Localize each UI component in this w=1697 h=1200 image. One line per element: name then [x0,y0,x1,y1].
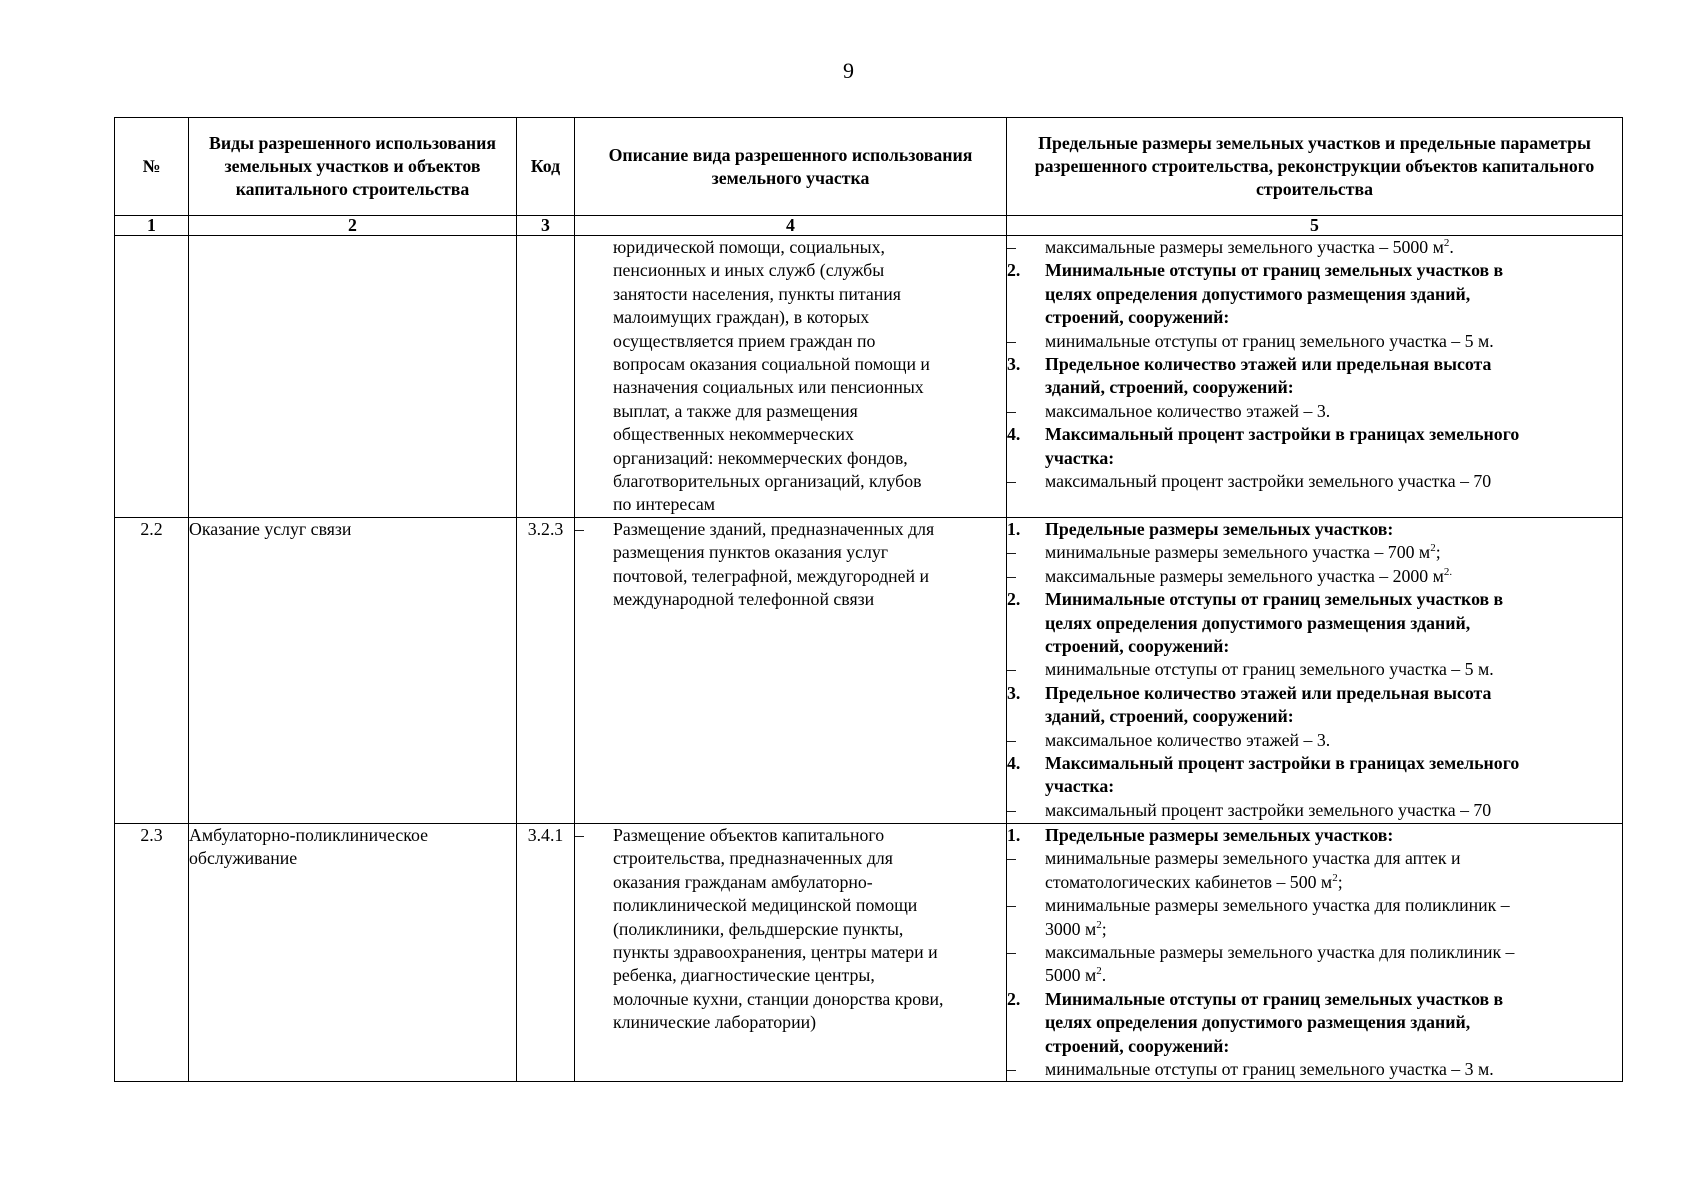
dash-marker: – [1007,542,1016,563]
dash-marker: – [1007,848,1016,869]
parameter-text [1045,376,1622,399]
parameter-line [1007,799,1622,822]
item-number: 2. [1007,260,1021,281]
parameter-text [1045,518,1622,541]
dash-marker [575,847,613,870]
description-line [575,518,1006,541]
description-text: (поликлиники, фельдшерские пункты, [613,918,904,939]
parameter-line [1007,1035,1622,1058]
row-number-cell: 2.2 [115,517,189,823]
parameter-text-content: Предельное количество этажей или предельная высота [1045,354,1492,375]
parameter-line [1007,894,1622,917]
parameter-line [1007,612,1622,635]
column-number: 4 [575,216,1007,236]
row-use-type-cell [189,236,517,518]
column-number: 1 [115,216,189,236]
parameter-text-content: стоматологических кабинетов – 500 м [1045,871,1333,892]
description-line [575,470,1006,493]
superscript: 2 [1443,237,1450,250]
header-use-type: Виды разрешенного использования земельных участков и объектов капитального строительства [189,118,517,216]
dash-marker: – [1007,895,1016,916]
column-number: 5 [1007,216,1623,236]
column-number-row [115,216,1623,236]
dash-marker [575,306,613,329]
dash-marker [575,423,613,446]
parameter-text-content: минимальные размеры земельного участка для аптек и [1045,848,1461,869]
parameter-text-content: зданий, строений, сооружений: [1045,377,1294,398]
dash-marker: – [1007,941,1016,962]
row-number-cell: 2.3 [115,823,189,1081]
header-parameters: Предельные размеры земельных участков и предельные параметры разрешенного строительства, реконструкции объектов капитального строительства [1007,118,1623,216]
dash-marker [575,283,613,306]
dash-marker [575,259,613,282]
description-text: малоимущих граждан), в которых [613,307,870,328]
parameter-text-content: Предельное количество этажей или предельная высота [1045,682,1492,703]
row-description-cell [575,517,1007,823]
parameter-text-content: строений, сооружений: [1045,307,1230,328]
parameter-text-content: максимальные размеры земельного участка – 5000 м [1045,237,1444,257]
parameter-line [1007,635,1622,658]
parameter-text-content: целях определения допустимого размещения зданий, [1045,283,1471,304]
parameter-text [1045,658,1622,681]
dash-marker: – [1007,1058,1016,1079]
dash-marker: – [575,824,584,845]
punctuation: ; [1337,871,1343,892]
dash-marker [575,400,613,423]
dash-marker: – [1007,565,1016,586]
superscript: 2 [1332,871,1338,884]
row-use-type-cell: Оказание услуг связи [189,517,517,823]
parameter-text-content: максимальное количество этажей – 3. [1045,729,1331,750]
parameter-text [1045,259,1622,282]
parameter-text [1045,1011,1622,1034]
parameter-line [1007,470,1622,493]
parameter-text [1045,894,1622,917]
parameter-line [1007,1011,1622,1034]
parameter-line [1007,353,1622,376]
parameter-text-content: минимальные отступы от границ земельного участка – 3 м. [1045,1058,1494,1079]
row-code-cell: 3.4.1 [517,823,575,1081]
description-line [575,259,1006,282]
parameter-text-content: Минимальные отступы от границ земельных участков в [1045,260,1504,281]
parameter-text [1045,470,1622,493]
header-code: Код [517,118,575,216]
description-text: Размещение зданий, предназначенных для [613,518,935,539]
parameter-text-content: строений, сооружений: [1045,635,1230,656]
parameter-text-content: максимальные размеры земельного участка – 2000 м [1045,565,1444,586]
parameter-text [1045,635,1622,658]
punctuation: . [1449,237,1454,257]
dash-marker [575,447,613,470]
parameter-line [1007,376,1622,399]
parameter-text-content: минимальные размеры земельного участка для поликлиник – [1045,895,1510,916]
parameter-text [1045,1058,1622,1081]
column-number: 3 [517,216,575,236]
dash-marker [575,941,613,964]
description-text: ребенка, диагностические центры, [613,965,875,986]
item-number: 3. [1007,682,1021,703]
parameter-text [1045,847,1622,870]
parameter-text-content: минимальные отступы от границ земельного участка – 5 м. [1045,659,1494,680]
parameter-text-content: минимальные размеры земельного участка – 700 м [1045,542,1431,563]
parameter-line [1007,565,1622,588]
parameter-line [1007,775,1622,798]
parameter-line [1007,752,1622,775]
dash-marker: – [575,518,584,539]
header-description: Описание вида разрешенного использования земельного участка [575,118,1007,216]
parameter-text [1045,824,1622,847]
description-text: юридической помощи, социальных, [613,237,885,257]
parameter-text-content: максимальные размеры земельного участка для поликлиник – [1045,941,1515,962]
description-text: оказания гражданам амбулаторно- [613,871,873,892]
dash-marker: – [1007,659,1016,680]
header-number: № [115,118,189,216]
parameter-text-content: Минимальные отступы от границ земельных участков в [1045,988,1504,1009]
row-code-cell [517,236,575,518]
dash-marker [575,330,613,353]
description-text: вопросам оказания социальной помощи и [613,354,930,375]
regulations-table [114,117,1623,1082]
parameter-text-content: участка: [1045,447,1115,468]
description-text: благотворительных организаций, клубов [613,471,922,492]
row-description-cell [575,236,1007,518]
description-text: занятости населения, пункты питания [613,283,901,304]
parameter-line [1007,658,1622,681]
description-text: организаций: некоммерческих фондов, [613,447,908,468]
parameter-text [1045,283,1622,306]
description-text: по интересам [613,494,716,515]
description-text: почтовой, телеграфной, междугородней и [613,565,930,586]
parameter-line [1007,541,1622,564]
item-number: 3. [1007,354,1021,375]
table-row [115,517,1623,823]
description-line [575,236,1006,259]
parameter-text-content: целях определения допустимого размещения зданий, [1045,1012,1471,1033]
description-text: выплат, а также для размещения [613,400,858,421]
parameter-line [1007,729,1622,752]
row-number-cell [115,236,189,518]
parameter-line [1007,871,1622,894]
description-line [575,400,1006,423]
description-line [575,988,1006,1011]
description-line [575,353,1006,376]
item-number: 4. [1007,752,1021,773]
dash-marker [575,918,613,941]
parameter-line [1007,259,1622,282]
parameter-text [1045,918,1622,941]
parameter-text-content: Минимальные отступы от границ земельных участков в [1045,589,1504,610]
table-row [115,823,1623,1081]
parameter-text [1045,988,1622,1011]
description-line [575,423,1006,446]
parameter-text-content: максимальный процент застройки земельного участка – 70 [1045,471,1492,492]
punctuation: ; [1101,918,1107,939]
parameter-line [1007,988,1622,1011]
parameter-line [1007,330,1622,353]
parameter-line [1007,400,1622,423]
table-row [115,236,1623,518]
item-number: 1. [1007,518,1021,539]
parameter-text-content: участка: [1045,776,1115,797]
parameter-line [1007,236,1622,259]
description-line [575,941,1006,964]
parameter-line [1007,518,1622,541]
description-line [575,588,1006,611]
parameter-text [1045,941,1622,964]
description-text: Размещение объектов капитального [613,824,885,845]
parameter-text [1045,565,1622,588]
row-parameters-cell [1007,823,1623,1081]
superscript: 2 [1430,542,1436,555]
dash-marker: – [1007,330,1016,351]
row-code-cell: 3.2.3 [517,517,575,823]
parameter-line [1007,918,1622,941]
parameter-line [1007,824,1622,847]
punctuation: ; [1435,542,1441,563]
parameter-line [1007,847,1622,870]
description-line [575,283,1006,306]
parameter-text-content: 3000 м [1045,918,1097,939]
parameter-text [1045,612,1622,635]
parameter-line [1007,447,1622,470]
parameter-text-content: максимальный процент застройки земельного участка – 70 [1045,799,1492,820]
page-number: 9 [843,58,854,83]
parameter-text [1045,1035,1622,1058]
dash-marker [575,988,613,1011]
parameter-line [1007,283,1622,306]
description-text: назначения социальных или пенсионных [613,377,924,398]
parameter-text-content: зданий, строений, сооружений: [1045,706,1294,727]
dash-marker [575,1011,613,1034]
dash-marker: – [1007,237,1016,257]
parameter-text [1045,330,1622,353]
parameter-text-content: максимальное количество этажей – 3. [1045,400,1331,421]
parameter-text [1045,236,1622,259]
dash-marker [575,470,613,493]
description-line [575,824,1006,847]
dash-marker [575,565,613,588]
dash-marker [575,493,613,516]
parameter-line [1007,1058,1622,1081]
parameter-line [1007,964,1622,987]
description-text: осуществляется прием граждан по [613,330,876,351]
parameter-line [1007,682,1622,705]
parameter-text [1045,400,1622,423]
superscript: 2 [1096,965,1102,978]
parameter-text [1045,423,1622,446]
row-parameters-cell [1007,517,1623,823]
parameter-text-content: 5000 м [1045,965,1097,986]
dash-marker [575,541,613,564]
parameter-text [1045,541,1622,564]
parameter-text [1045,353,1622,376]
description-line [575,541,1006,564]
description-line [575,918,1006,941]
dash-marker: – [1007,729,1016,750]
description-text: поликлинической медицинской помощи [613,895,918,916]
parameter-text [1045,682,1622,705]
parameter-text-content: Предельные размеры земельных участков: [1045,518,1394,539]
row-use-type-cell: Амбулаторно-поликлиническое обслуживание [189,823,517,1081]
description-line [575,306,1006,329]
parameter-text [1045,752,1622,775]
column-number: 2 [189,216,517,236]
dash-marker [575,588,613,611]
description-text: строительства, предназначенных для [613,848,893,869]
description-text: общественных некоммерческих [613,424,854,445]
parameter-line [1007,941,1622,964]
description-line [575,493,1006,516]
parameter-text-content: минимальные отступы от границ земельного участка – 5 м. [1045,330,1494,351]
dash-marker [575,964,613,987]
dash-marker: – [1007,471,1016,492]
description-text: клинические лаборатории) [613,1012,817,1033]
parameter-text-content: строений, сооружений: [1045,1035,1230,1056]
item-number: 4. [1007,424,1021,445]
parameter-text-content: Максимальный процент застройки в границах земельного [1045,752,1520,773]
description-line [575,894,1006,917]
dash-marker: – [1007,400,1016,421]
parameter-text [1045,799,1622,822]
parameter-text [1045,729,1622,752]
parameter-text-content: целях определения допустимого размещения зданий, [1045,612,1471,633]
parameter-text [1045,588,1622,611]
parameter-text [1045,871,1622,894]
header-row [115,118,1623,216]
superscript: 2 [1096,918,1102,931]
parameter-text [1045,306,1622,329]
dash-marker: – [1007,799,1016,820]
description-line [575,871,1006,894]
description-line [575,330,1006,353]
dash-marker [575,894,613,917]
punctuation: . [1101,965,1107,986]
parameter-text-content: Максимальный процент застройки в границах земельного [1045,424,1520,445]
parameter-line [1007,306,1622,329]
dash-marker [575,871,613,894]
description-line [575,376,1006,399]
row-parameters-cell [1007,236,1623,518]
description-text: размещения пунктов оказания услуг [613,542,889,563]
dash-marker [575,353,613,376]
parameter-line [1007,423,1622,446]
item-number: 1. [1007,824,1021,845]
item-number: 2. [1007,988,1021,1009]
dash-marker [575,236,613,259]
parameter-text [1045,964,1622,987]
row-description-cell [575,823,1007,1081]
parameter-line [1007,705,1622,728]
parameter-text [1045,447,1622,470]
description-line [575,847,1006,870]
description-line [575,1011,1006,1034]
parameter-text [1045,775,1622,798]
description-text: пункты здравоохранения, центры матери и [613,941,938,962]
parameter-text-content: Предельные размеры земельных участков: [1045,824,1394,845]
parameter-text [1045,705,1622,728]
dash-marker [575,376,613,399]
description-line [575,447,1006,470]
description-line [575,964,1006,987]
description-line [575,565,1006,588]
parameter-line [1007,588,1622,611]
description-text: международной телефонной связи [613,589,875,610]
item-number: 2. [1007,589,1021,610]
description-text: молочные кухни, станции донорства крови, [613,988,944,1009]
superscript: 2. [1443,565,1453,578]
description-text: пенсионных и иных служб (службы [613,260,885,281]
